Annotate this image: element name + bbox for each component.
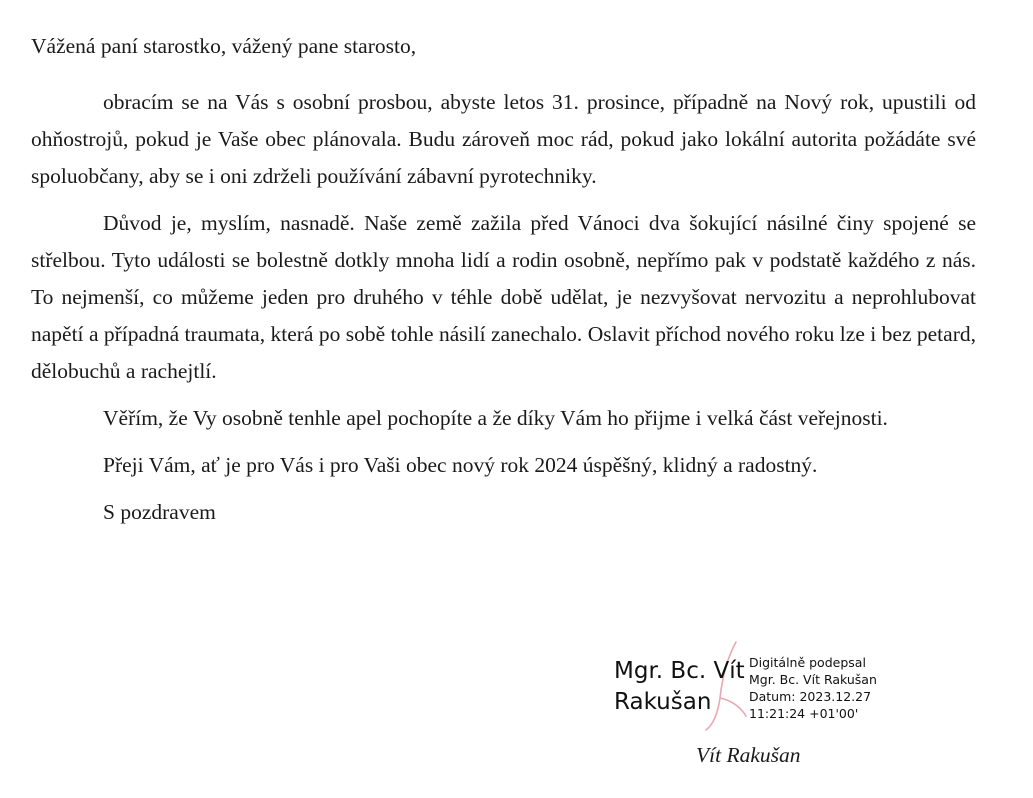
signature-detail-name: Mgr. Bc. Vít Rakušan bbox=[749, 672, 877, 687]
digital-signature-block[interactable] bbox=[614, 648, 894, 728]
signer-name-line1: Mgr. Bc. Vít bbox=[614, 658, 745, 684]
signer-name-line2: Rakušan bbox=[614, 689, 712, 715]
paragraph-request: obracím se na Vás s osobní prosbou, abyste letos 31. prosince, případně na Nový rok, upustili od ohňostrojů, pokud je Vaše obec plánovala. Budu zároveň moc rád, pokud jako lokální autorita požádáte své spoluobčany, aby se i oni zdrželi používání zábavní pyrotechniky. bbox=[31, 90, 976, 188]
closing: S pozdravem bbox=[103, 500, 216, 524]
letter-body bbox=[31, 28, 976, 531]
paragraph-belief: Věřím, že Vy osobně tenhle apel pochopíte a že díky Vám ho přijme i velká část veřejnosti. bbox=[103, 406, 888, 430]
signer-name bbox=[614, 656, 745, 718]
signature-detail-time: 11:21:24 +01'00' bbox=[749, 706, 859, 721]
signature-detail-date: Datum: 2023.12.27 bbox=[749, 689, 872, 704]
paragraph-wishes: Přeji Vám, ať je pro Vás i pro Vaši obec nový rok 2024 úspěšný, klidný a radostný. bbox=[103, 453, 818, 477]
typed-signature: Vít Rakušan bbox=[696, 743, 801, 767]
paragraph-reason: Důvod je, myslím, nasnadě. Naše země zažila před Vánoci dva šokující násilné činy spojené se střelbou. Tyto události se bolestně dotkly mnoha lidí a rodin osobně, nepřímo pak v podstatě každého z nás. To nejmenší, co můžeme jeden pro druhého v téhle době udělat, je nezvyšovat nervozitu a neprohlubovat napětí a případná traumata, která po sobě tohle násilí zanechalo. Oslavit příchod nového roku lze i bez petard, dělobuchů a rachejtlí. bbox=[31, 211, 976, 383]
salutation: Vážená paní starostko, vážený pane starosto, bbox=[31, 34, 417, 58]
signature-details bbox=[749, 654, 877, 722]
signature-detail-label: Digitálně podepsal bbox=[749, 655, 866, 670]
